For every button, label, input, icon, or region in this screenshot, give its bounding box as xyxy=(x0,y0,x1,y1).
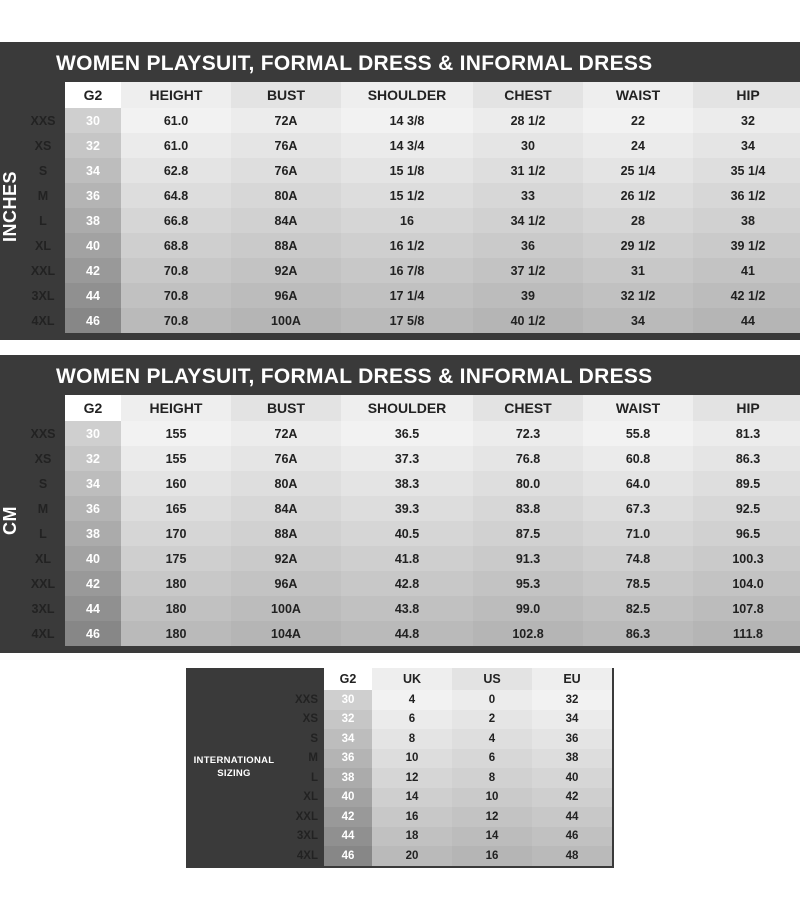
international-size-value: 6 xyxy=(372,710,452,730)
measurement-value: 32 1/2 xyxy=(583,283,693,308)
column-header xyxy=(282,668,324,690)
size-label: M xyxy=(21,183,65,208)
measurement-value: 37 1/2 xyxy=(473,258,583,283)
measurement-value: 61.0 xyxy=(121,133,231,158)
column-header: BUST xyxy=(231,395,341,421)
size-label: XS xyxy=(21,446,65,471)
size-label: 3XL xyxy=(21,596,65,621)
measurement-value: 180 xyxy=(121,571,231,596)
g2-value: 34 xyxy=(65,158,121,183)
g2-value: 38 xyxy=(324,768,372,788)
g2-value: 30 xyxy=(324,690,372,710)
international-sizing-label xyxy=(194,755,275,781)
g2-value: 36 xyxy=(65,183,121,208)
size-label: L xyxy=(282,768,324,788)
measurement-value: 70.8 xyxy=(121,283,231,308)
measurement-value: 29 1/2 xyxy=(583,233,693,258)
g2-value: 32 xyxy=(65,133,121,158)
measurement-value: 81.3 xyxy=(693,421,800,446)
column-header: G2 xyxy=(65,82,121,108)
measurement-value: 39 xyxy=(473,283,583,308)
measurement-value: 104.0 xyxy=(693,571,800,596)
table-row xyxy=(21,133,800,158)
international-size-value: 10 xyxy=(372,749,452,769)
measurement-value: 42.8 xyxy=(341,571,473,596)
column-header: BUST xyxy=(231,82,341,108)
measurement-value: 72A xyxy=(231,108,341,133)
international-size-value: 18 xyxy=(372,827,452,847)
measurement-value: 91.3 xyxy=(473,546,583,571)
measurement-value: 38 xyxy=(693,208,800,233)
international-size-value: 16 xyxy=(372,807,452,827)
g2-value: 44 xyxy=(65,283,121,308)
g2-value: 34 xyxy=(324,729,372,749)
column-header: HIP xyxy=(693,82,800,108)
table-row xyxy=(21,183,800,208)
measurement-value: 40 1/2 xyxy=(473,308,583,333)
table-row xyxy=(282,690,612,710)
international-size-value: 8 xyxy=(372,729,452,749)
international-size-value: 16 xyxy=(452,846,532,866)
size-table-cm xyxy=(21,395,800,646)
table-row xyxy=(21,421,800,446)
measurement-value: 39.3 xyxy=(341,496,473,521)
g2-value: 46 xyxy=(324,846,372,866)
column-header: WAIST xyxy=(583,395,693,421)
measurement-value: 43.8 xyxy=(341,596,473,621)
international-size-value: 4 xyxy=(372,690,452,710)
measurement-value: 31 xyxy=(583,258,693,283)
size-label: XS xyxy=(21,133,65,158)
table-row xyxy=(282,749,612,769)
measurement-value: 104A xyxy=(231,621,341,646)
measurement-value: 34 xyxy=(693,133,800,158)
column-header xyxy=(21,395,65,421)
size-label: XXL xyxy=(21,571,65,596)
measurement-value: 78.5 xyxy=(583,571,693,596)
measurement-value: 74.8 xyxy=(583,546,693,571)
size-label: L xyxy=(21,208,65,233)
size-label: 4XL xyxy=(282,846,324,866)
international-size-value: 12 xyxy=(452,807,532,827)
table-row xyxy=(21,496,800,521)
measurement-value: 100A xyxy=(231,308,341,333)
international-size-value: 4 xyxy=(452,729,532,749)
measurement-value: 170 xyxy=(121,521,231,546)
measurement-value: 38.3 xyxy=(341,471,473,496)
table-row xyxy=(282,729,612,749)
international-size-value: 48 xyxy=(532,846,612,866)
measurement-value: 15 1/8 xyxy=(341,158,473,183)
g2-value: 32 xyxy=(324,710,372,730)
measurement-value: 60.8 xyxy=(583,446,693,471)
g2-value: 42 xyxy=(324,807,372,827)
measurement-value: 96A xyxy=(231,571,341,596)
g2-value: 40 xyxy=(65,233,121,258)
measurement-value: 111.8 xyxy=(693,621,800,646)
measurement-value: 88A xyxy=(231,233,341,258)
measurement-value: 165 xyxy=(121,496,231,521)
measurement-value: 64.0 xyxy=(583,471,693,496)
column-header: CHEST xyxy=(473,82,583,108)
measurement-value: 80.0 xyxy=(473,471,583,496)
measurement-value: 41 xyxy=(693,258,800,283)
measurement-value: 68.8 xyxy=(121,233,231,258)
size-table-inches xyxy=(21,82,800,333)
measurement-value: 92.5 xyxy=(693,496,800,521)
column-header: G2 xyxy=(324,668,372,690)
measurement-value: 76.8 xyxy=(473,446,583,471)
measurement-value: 16 1/2 xyxy=(341,233,473,258)
table-row xyxy=(282,768,612,788)
measurement-value: 155 xyxy=(121,446,231,471)
measurement-value: 36 1/2 xyxy=(693,183,800,208)
table-row xyxy=(21,446,800,471)
size-label: S xyxy=(282,729,324,749)
measurement-value: 175 xyxy=(121,546,231,571)
measurement-value: 55.8 xyxy=(583,421,693,446)
column-header xyxy=(21,82,65,108)
measurement-value: 61.0 xyxy=(121,108,231,133)
column-header: HEIGHT xyxy=(121,395,231,421)
international-size-value: 0 xyxy=(452,690,532,710)
g2-value: 42 xyxy=(65,571,121,596)
measurement-value: 14 3/4 xyxy=(341,133,473,158)
size-label: XXS xyxy=(21,108,65,133)
international-size-value: 32 xyxy=(532,690,612,710)
measurement-value: 76A xyxy=(231,446,341,471)
table-row xyxy=(21,108,800,133)
measurement-value: 26 1/2 xyxy=(583,183,693,208)
measurement-value: 100A xyxy=(231,596,341,621)
measurement-value: 14 3/8 xyxy=(341,108,473,133)
international-size-value: 44 xyxy=(532,807,612,827)
size-label: S xyxy=(21,158,65,183)
measurement-value: 88A xyxy=(231,521,341,546)
column-header: US xyxy=(452,668,532,690)
size-label: 3XL xyxy=(21,283,65,308)
measurement-value: 15 1/2 xyxy=(341,183,473,208)
measurement-value: 92A xyxy=(231,546,341,571)
measurement-value: 160 xyxy=(121,471,231,496)
international-size-value: 42 xyxy=(532,788,612,808)
size-label: XXS xyxy=(21,421,65,446)
measurement-value: 99.0 xyxy=(473,596,583,621)
chart-title-cm: WOMEN PLAYSUIT, FORMAL DRESS & INFORMAL DRESS xyxy=(56,365,653,388)
table-row xyxy=(21,596,800,621)
measurement-value: 30 xyxy=(473,133,583,158)
table-row xyxy=(282,846,612,866)
measurement-value: 83.8 xyxy=(473,496,583,521)
measurement-value: 17 1/4 xyxy=(341,283,473,308)
chart-title-inches: WOMEN PLAYSUIT, FORMAL DRESS & INFORMAL DRESS xyxy=(56,52,653,75)
table-row xyxy=(21,521,800,546)
table-row xyxy=(282,710,612,730)
international-size-value: 12 xyxy=(372,768,452,788)
measurement-value: 44 xyxy=(693,308,800,333)
column-header: CHEST xyxy=(473,395,583,421)
g2-value: 40 xyxy=(65,546,121,571)
international-size-value: 14 xyxy=(452,827,532,847)
measurement-value: 28 xyxy=(583,208,693,233)
international-size-value: 14 xyxy=(372,788,452,808)
measurement-value: 86.3 xyxy=(583,621,693,646)
measurement-value: 86.3 xyxy=(693,446,800,471)
table-row xyxy=(21,258,800,283)
table-row xyxy=(21,571,800,596)
measurement-value: 107.8 xyxy=(693,596,800,621)
measurement-value: 40.5 xyxy=(341,521,473,546)
international-sizing-label-line1: INTERNATIONAL xyxy=(193,755,275,767)
measurement-value: 17 5/8 xyxy=(341,308,473,333)
table-row xyxy=(21,546,800,571)
measurement-value: 70.8 xyxy=(121,258,231,283)
table-row xyxy=(282,827,612,847)
g2-value: 40 xyxy=(324,788,372,808)
table-row xyxy=(282,807,612,827)
size-label: 4XL xyxy=(21,308,65,333)
measurement-value: 87.5 xyxy=(473,521,583,546)
g2-value: 46 xyxy=(65,621,121,646)
column-header: HEIGHT xyxy=(121,82,231,108)
international-size-value: 10 xyxy=(452,788,532,808)
international-sizing-label-line2: SIZING xyxy=(217,768,251,779)
column-header: UK xyxy=(372,668,452,690)
g2-value: 44 xyxy=(324,827,372,847)
size-label: XL xyxy=(21,233,65,258)
size-label: L xyxy=(21,521,65,546)
international-size-value: 36 xyxy=(532,729,612,749)
measurement-value: 84A xyxy=(231,496,341,521)
g2-value: 38 xyxy=(65,521,121,546)
table-row xyxy=(21,308,800,333)
measurement-value: 42 1/2 xyxy=(693,283,800,308)
measurement-value: 80A xyxy=(231,471,341,496)
measurement-value: 34 1/2 xyxy=(473,208,583,233)
measurement-value: 36 xyxy=(473,233,583,258)
size-label: XXS xyxy=(282,690,324,710)
measurement-value: 80A xyxy=(231,183,341,208)
measurement-value: 72.3 xyxy=(473,421,583,446)
size-label: 3XL xyxy=(282,827,324,847)
g2-value: 44 xyxy=(65,596,121,621)
column-header: WAIST xyxy=(583,82,693,108)
measurement-value: 180 xyxy=(121,621,231,646)
unit-label-cm: CM xyxy=(0,505,20,535)
international-size-value: 38 xyxy=(532,749,612,769)
measurement-value: 33 xyxy=(473,183,583,208)
size-label: XS xyxy=(282,710,324,730)
measurement-value: 70.8 xyxy=(121,308,231,333)
measurement-value: 32 xyxy=(693,108,800,133)
g2-value: 30 xyxy=(65,421,121,446)
measurement-value: 96A xyxy=(231,283,341,308)
international-size-value: 46 xyxy=(532,827,612,847)
measurement-value: 71.0 xyxy=(583,521,693,546)
international-size-value: 40 xyxy=(532,768,612,788)
table-row xyxy=(21,471,800,496)
g2-value: 42 xyxy=(65,258,121,283)
international-size-value: 6 xyxy=(452,749,532,769)
measurement-value: 24 xyxy=(583,133,693,158)
size-label: XL xyxy=(21,546,65,571)
column-header: SHOULDER xyxy=(341,82,473,108)
g2-value: 46 xyxy=(65,308,121,333)
measurement-value: 22 xyxy=(583,108,693,133)
international-size-value: 8 xyxy=(452,768,532,788)
measurement-value: 180 xyxy=(121,596,231,621)
g2-value: 38 xyxy=(65,208,121,233)
measurement-value: 76A xyxy=(231,133,341,158)
unit-label-inches: INCHES xyxy=(0,171,20,243)
table-row xyxy=(21,158,800,183)
table-row xyxy=(21,283,800,308)
size-label: 4XL xyxy=(21,621,65,646)
g2-value: 36 xyxy=(65,496,121,521)
size-chart-inches xyxy=(0,42,800,340)
measurement-value: 95.3 xyxy=(473,571,583,596)
measurement-value: 76A xyxy=(231,158,341,183)
table-row xyxy=(282,788,612,808)
measurement-value: 96.5 xyxy=(693,521,800,546)
g2-value: 34 xyxy=(65,471,121,496)
size-label: M xyxy=(21,496,65,521)
measurement-value: 100.3 xyxy=(693,546,800,571)
measurement-value: 92A xyxy=(231,258,341,283)
measurement-value: 41.8 xyxy=(341,546,473,571)
measurement-value: 84A xyxy=(231,208,341,233)
g2-value: 36 xyxy=(324,749,372,769)
measurement-value: 35 1/4 xyxy=(693,158,800,183)
measurement-value: 89.5 xyxy=(693,471,800,496)
measurement-value: 34 xyxy=(583,308,693,333)
table-row xyxy=(21,208,800,233)
size-chart-cm xyxy=(0,355,800,653)
column-header: EU xyxy=(532,668,612,690)
g2-value: 32 xyxy=(65,446,121,471)
international-size-table xyxy=(282,668,612,866)
size-label: S xyxy=(21,471,65,496)
measurement-value: 16 xyxy=(341,208,473,233)
column-header: HIP xyxy=(693,395,800,421)
measurement-value: 67.3 xyxy=(583,496,693,521)
measurement-value: 31 1/2 xyxy=(473,158,583,183)
international-size-value: 34 xyxy=(532,710,612,730)
measurement-value: 82.5 xyxy=(583,596,693,621)
international-size-value: 2 xyxy=(452,710,532,730)
international-size-value: 20 xyxy=(372,846,452,866)
measurement-value: 64.8 xyxy=(121,183,231,208)
size-label: M xyxy=(282,749,324,769)
table-row xyxy=(21,233,800,258)
measurement-value: 37.3 xyxy=(341,446,473,471)
measurement-value: 102.8 xyxy=(473,621,583,646)
table-row xyxy=(21,621,800,646)
measurement-value: 39 1/2 xyxy=(693,233,800,258)
measurement-value: 72A xyxy=(231,421,341,446)
measurement-value: 36.5 xyxy=(341,421,473,446)
measurement-value: 16 7/8 xyxy=(341,258,473,283)
size-label: XXL xyxy=(21,258,65,283)
size-label: XL xyxy=(282,788,324,808)
international-sizing-block xyxy=(186,668,614,868)
measurement-value: 66.8 xyxy=(121,208,231,233)
measurement-value: 28 1/2 xyxy=(473,108,583,133)
measurement-value: 62.8 xyxy=(121,158,231,183)
measurement-value: 25 1/4 xyxy=(583,158,693,183)
measurement-value: 155 xyxy=(121,421,231,446)
g2-value: 30 xyxy=(65,108,121,133)
measurement-value: 44.8 xyxy=(341,621,473,646)
column-header: SHOULDER xyxy=(341,395,473,421)
column-header: G2 xyxy=(65,395,121,421)
size-label: XXL xyxy=(282,807,324,827)
